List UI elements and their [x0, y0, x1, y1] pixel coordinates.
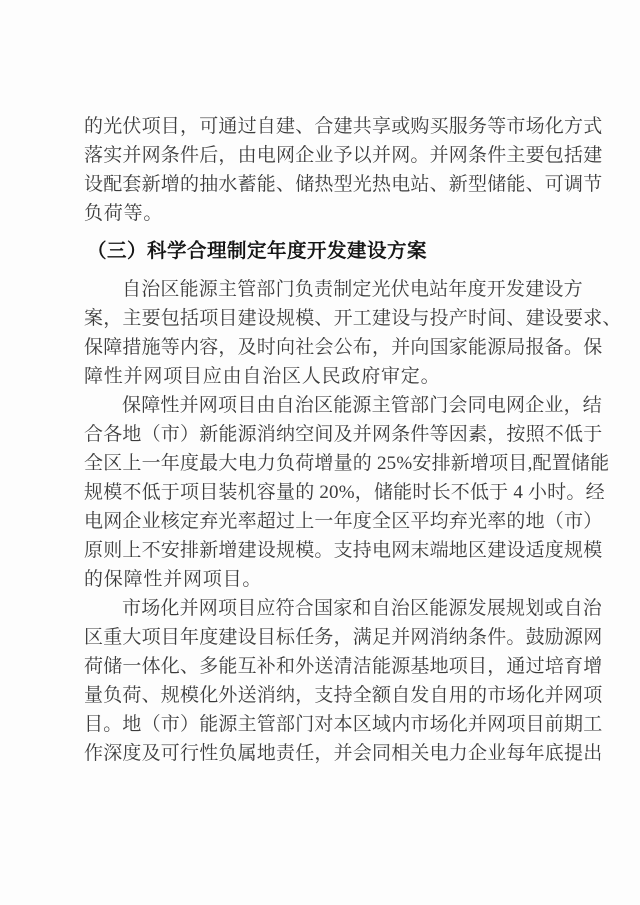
paragraph-line: 保障性并网项目由自治区能源主管部门会同电网企业，结 — [122, 395, 603, 416]
paragraph-line: 规模不低于项目装机容量的 20%，储能时长不低于 4 小时。经 — [84, 482, 605, 503]
paragraph-line: 市场化并网项目应符合国家和自治区能源发展规划或自治 — [122, 598, 603, 619]
paragraph-line: 障性并网项目应由自治区人民政府审定。 — [84, 366, 441, 387]
paragraph-line: 自治区能源主管部门负责制定光伏电站年度开发建设方 — [122, 279, 583, 300]
paragraph-line: 原则上不安排新增建设规模。支持电网末端地区建设适度规模 — [84, 540, 603, 561]
paragraph-line: 目。地（市）能源主管部门对本区域内市场化并网项目前期工 — [84, 714, 603, 735]
paragraph-line: 荷储一体化、多能互补和外送清洁能源基地项目，通过培育增 — [84, 656, 603, 677]
paragraph-line: 的光伏项目，可通过自建、合建共享或购买服务等市场化方式 — [84, 116, 603, 137]
paragraph-line: 设配套新增的抽水蓄能、储热型光热电站、新型储能、可调节 — [84, 174, 603, 195]
paragraph-line: 负荷等。 — [84, 203, 164, 224]
paragraph-line: 量负荷、规模化外送消纳，支持全额自发自用的市场化并网项 — [84, 685, 603, 706]
paragraph-line: 落实并网条件后，由电网企业予以并网。并网条件主要包括建 — [84, 145, 603, 166]
document-text-block — [84, 112, 622, 768]
paragraph-line: 区重大项目年度建设目标任务，满足并网消纳条件。鼓励源网 — [84, 627, 603, 648]
paragraph-line: 全区上一年度最大电力负荷增量的 25%安排新增项目,配置储能 — [84, 453, 610, 474]
paragraph-line: 保障措施等内容，及时向社会公布，并向国家能源局报备。保 — [84, 337, 603, 358]
paragraph-line: 作深度及可行性负属地责任，并会同相关电力企业每年底提出 — [84, 743, 603, 764]
section-heading: （三）科学合理制定年度开发建设方案 — [87, 240, 428, 262]
paragraph-line: 案，主要包括项目建设规模、开工建设与投产时间、建设要求、 — [84, 308, 622, 329]
paragraph-line: 电网企业核定弃光率超过上一年度全区平均弃光率的地（市） — [84, 511, 603, 532]
paragraph-line: 的保障性并网项目。 — [84, 569, 263, 590]
paragraph-line: 合各地（市）新能源消纳空间及并网条件等因素，按照不低于 — [84, 424, 603, 445]
